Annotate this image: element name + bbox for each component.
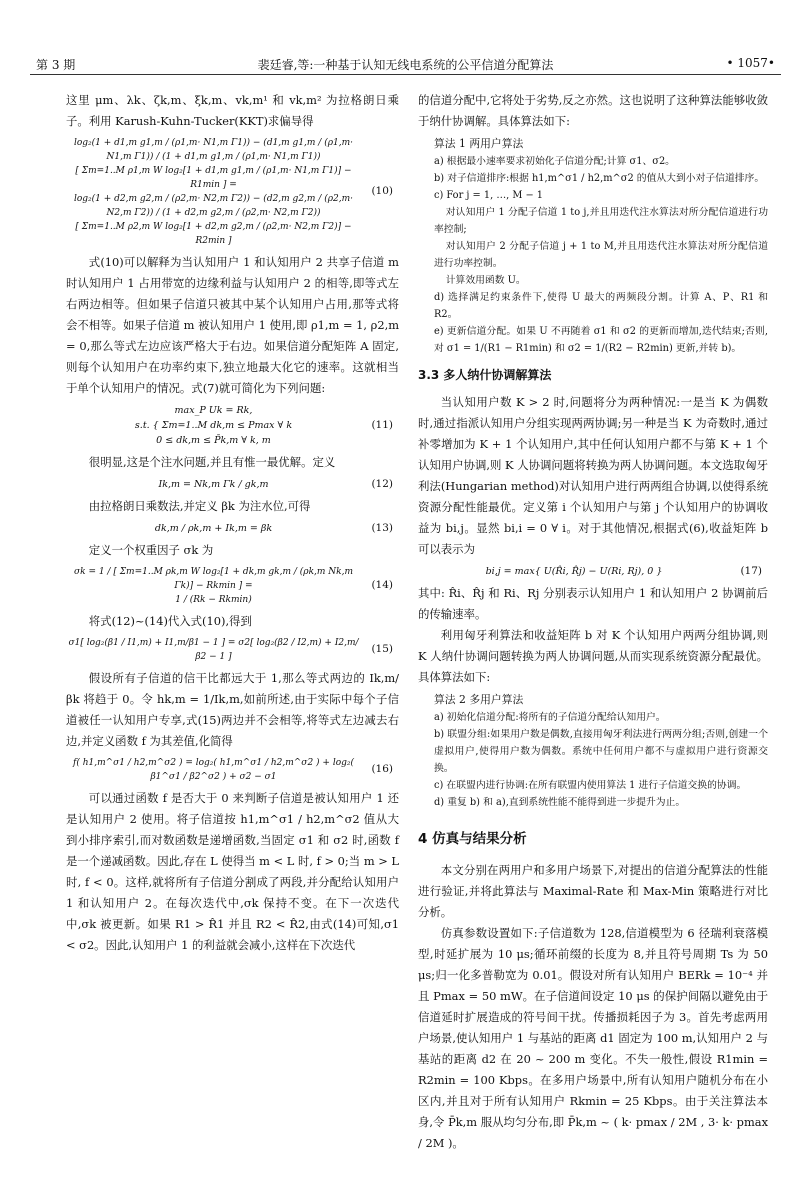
- equation-number: (15): [371, 643, 393, 655]
- equation-number: (16): [371, 763, 393, 775]
- algorithm-step: 对认知用户 1 分配子信道 1 to j,并且用迭代注水算法对所分配信道进行功率控制;: [434, 207, 768, 235]
- running-header: [30, 52, 781, 75]
- left-column: [66, 90, 399, 956]
- equation-14: [66, 565, 399, 607]
- paragraph: 本文分别在两用户和多用户场景下,对提出的信道分配算法的性能进行验证,并将此算法与 Maximal-Rate 和 Max-Min 策略进行对比分析。: [418, 863, 768, 919]
- equation-line: 0 ≤ dk,m ≤ P̄k,m ∀ k, m: [156, 435, 271, 446]
- equation-line: max_P Uk = Rk,: [174, 405, 253, 416]
- equation-11: [66, 403, 399, 448]
- algorithm-step: e) 更新信道分配。如果 U 不再随着 σ1 和 σ2 的更新而增加,迭代结束;否则,对 σ1 = 1/(R1 − R1min) 和 σ2 = 1/(R2 − R2min) 更新,并转 b)。: [434, 326, 768, 354]
- paragraph: 的信道分配中,它将处于劣势,反之亦然。这也说明了这种算法能够收敛于纳什协调解。具体算法如下:: [418, 93, 768, 128]
- paragraph: 利用匈牙利算法和收益矩阵 b 对 K 个认知用户两两分组协调,则 K 人纳什协调问题转换为两人协调问题,从而实现系统资源分配最优。具体算法如下:: [418, 628, 768, 684]
- paragraph: 这里 μm、λk、ζk,m、ξk,m、vk,m¹ 和 vk,m² 为拉格朗日乘子。利用 Karush-Kuhn-Tucker(KKT)求偏导得: [66, 93, 399, 128]
- algorithm-title: 算法 2 多用户算法: [434, 693, 524, 706]
- algorithm-step: d) 重复 b) 和 a),直到系统性能不能得到进一步提升为止。: [434, 797, 686, 808]
- equation-number: (12): [371, 477, 393, 490]
- paragraph: 由拉格朗日乘数法,并定义 βk 为注水位,可得: [88, 499, 311, 513]
- algorithm-step: a) 初始化信道分配:将所有的子信道分配给认知用户。: [434, 712, 666, 723]
- algorithm-step: a) 根据最小速率要求初始化子信道分配;计算 σ1、σ2。: [434, 156, 675, 167]
- equation-line: log₂(1 + d1,m g1,m / (ρ1,m· N1,m Γ1)) − (d1,m g1,m / (ρ1,m· N1,m Γ1)) / (1 + d1,m g1,m / (ρ1,m· N1,m Γ1)): [74, 138, 353, 162]
- paragraph: 将式(12)~(14)代入式(10),得到: [88, 614, 252, 628]
- running-title: 裴廷睿,等:一种基于认知无线电系统的公平信道分配算法: [257, 58, 554, 72]
- algorithm-1: [418, 134, 768, 357]
- equation-10: [66, 136, 399, 248]
- equation-line: [ Σm=1..M ρ2,m W log₂[1 + d2,m g2,m / (ρ2,m· N2,m Γ2)] − R2min ]: [75, 222, 352, 246]
- right-column: [418, 90, 768, 1154]
- equation-16: [66, 756, 399, 784]
- equation-13: [66, 521, 399, 536]
- equation-number: (17): [740, 564, 762, 577]
- issue-number: 第 3 期: [36, 58, 76, 72]
- equation-line: log₂(1 + d2,m g2,m / (ρ2,m· N2,m Γ2)) − (d2,m g2,m / (ρ2,m· N2,m Γ2)) / (1 + d2,m g2,m / (ρ2,m· N2,m Γ2)): [74, 194, 353, 218]
- algorithm-step: c) For j = 1, …, M − 1: [434, 190, 544, 201]
- algorithm-step: b) 联盟分组:如果用户数是偶数,直接用匈牙利法进行两两分组;否则,创建一个虚拟用户,使得用户数为偶数。系统中任何用户都不与虚拟用户进行资源交换。: [434, 729, 768, 774]
- equation-number: (11): [371, 418, 393, 431]
- algorithm-title: 算法 1 两用户算法: [434, 137, 524, 150]
- paragraph: 很明显,这是个注水问题,并且有惟一最优解。定义: [88, 455, 336, 469]
- paragraph: 可以通过函数 f 是否大于 0 来判断子信道是被认知用户 1 还是认知用户 2 使用。将子信道按 h1,m^σ1 / h2,m^σ2 值从大到小排序索引,而对数函数是递增函数,当固定 σ1 和 σ2 时,函数 f 是一个递减函数。因此,存在 L 使得当 m < L 时, f > 0;当 m > L 时, f < 0。这样,就将所有子信道分割成了两段,并分配给认知用户 1 和认知用户 2。在每次迭代中,σk 保持不变。在下一次迭代中,σk 被更新。如果 R1 > R̂1 并且 R2 < R̂2,由式(14)可知,σ1 < σ2。因此,认知用户 1 的利益就会减小,这样在下次迭代: [66, 791, 399, 952]
- page-number: • 1057•: [726, 56, 775, 70]
- section-heading: 3.3 多人纳什协调解算法: [418, 368, 552, 382]
- paragraph: 仿真参数设置如下:子信道数为 128,信道模型为 6 径瑞利衰落模型,时延扩展为 10 μs;循环前缀的长度为 8,并且符号周期 Ts 为 50 μs;归一化多普勒宽为 0.01。假设对所有认知用户 BERk = 10⁻⁴ 并且 Pmax = 50 mW。在子信道间设定 10 μs 的保护间隔以避免由于信道延时扩展造成的符号间干扰。传播损耗因子为 3。首先考虑两用户场景,使认知用户 1 与基站的距离 d1 固定为 100 m,认知用户 2 与基站的距离 d2 在 20 ~ 200 m 变化。不失一般性,假设 R1min = R2min = 100 Kbps。在多用户场景中,所有认知用户随机分布在小区内,并且对于所有认知用户 Rkmin = 25 Kbps。由于关注算法本身,令 P̄k,m 服从均匀分布,即 P̄k,m ~ ( k· pmax / 2M , 3· k· pmax / 2M )。: [418, 926, 768, 1150]
- paragraph: 定义一个权重因子 σk 为: [88, 543, 214, 557]
- paragraph: 当认知用户数 K > 2 时,问题将分为两种情况:一是当 K 为偶数时,通过指派认知用户分组实现两两协调;另一种是当 K 为奇数时,通过补零增加为 K + 1 个认知用户,其中任何认知用户都不与第 K + 1 个认知用户协调,则 K 人协调问题将转换为两人协调问题。本文选取匈牙利法(Hungarian method)对认知用户进行两两组合协调,以使得系统资源分配性能最优。定义第 i 个认知用户与第 j 个认知用户的协调收益为 bi,j。显然 bi,i = 0 ∀ i。对于其他情况,根据式(6),收益矩阵 b 可以表示为: [418, 395, 768, 556]
- section-heading: 4 仿真与结果分析: [418, 831, 527, 847]
- algorithm-2: [418, 690, 768, 811]
- paragraph: 式(10)可以解释为当认知用户 1 和认知用户 2 共享子信道 m 时认知用户 1 占用带宽的边缘利益与认知用户 2 的相等,即等式左右两边相等。但如果子信道只被其中某个认知用户占用,那等式将会不相等。如果子信道 m 被认知用户 1 使用,即 ρ1,m = 1, ρ2,m = 0,那么等式左边应该严格大于右边。如果信道分配矩阵 A 固定,则每个认知用户在功率约束下,独立地最大化它的速率。这就相当于单个认知用户的情况。式(7)就可简化为下列问题:: [66, 255, 399, 395]
- paragraph: 假设所有子信道的信干比都远大于 1,那么等式两边的 Ik,m/βk 将趋于 0。令 hk,m = 1/Ik,m,如前所述,由于实际中每个子信道被任一认知用户专享,式(15)两边并不会相等,将等式左边减去右边,并定义函数 f 为其差值,化简得: [66, 671, 399, 748]
- equation-line: σk = 1 / [ Σm=1..M ρk,m W log₂[1 + dk,m gk,m / (ρk,m Nk,m Γk)] − Rkmin ] =: [73, 567, 354, 591]
- algorithm-step: d) 选择满足约束条件下,使得 U 最大的两频段分割。计算 A、P、R1 和 R2。: [434, 292, 768, 320]
- equation-12: [66, 477, 399, 492]
- equation-line: Ik,m = Nk,m Γk / gk,m: [158, 479, 269, 490]
- equation-15: [66, 636, 399, 664]
- equation-17: [418, 564, 768, 579]
- equation-number: (13): [371, 521, 393, 534]
- equation-line: bi,j = max{ U(R̂i, R̂j) − U(Ri, Rj), 0 }: [485, 566, 663, 577]
- equation-line: σ1[ log₂(β1 / I1,m) + I1,m/β1 − 1 ] = σ2[ log₂(β2 / I2,m) + I2,m/β2 − 1 ]: [68, 638, 359, 662]
- equation-line: [ Σm=1..M ρ1,m W log₂[1 + d1,m g1,m / (ρ1,m· N1,m Γ1)] − R1min ] =: [75, 166, 352, 190]
- algorithm-step: 计算效用函数 U。: [445, 275, 526, 286]
- algorithm-step: c) 在联盟内进行协调:在所有联盟内使用算法 1 进行子信道交换的协调。: [434, 780, 747, 791]
- equation-line: f( h1,m^σ1 / h2,m^σ2 ) = log₂( h1,m^σ1 / h2,m^σ2 ) + log₂( β1^σ1 / β2^σ2 ) + σ2 − σ1: [72, 758, 354, 782]
- algorithm-step: b) 对子信道排序:根据 h1,m^σ1 / h2,m^σ2 的值从大到小对子信道排序。: [434, 173, 765, 184]
- paragraph: 其中: R̂i、R̂j 和 Ri、Rj 分别表示认知用户 1 和认知用户 2 协调前后的传输速率。: [418, 586, 768, 621]
- algorithm-step: 对认知用户 2 分配子信道 j + 1 to M,并且用迭代注水算法对所分配信道进行功率控制。: [434, 241, 768, 269]
- equation-line: s.t. { Σm=1..M dk,m ≤ Pmax ∀ k: [134, 420, 293, 431]
- equation-number: (10): [371, 185, 393, 197]
- equation-number: (14): [371, 579, 393, 591]
- equation-line: dk,m / ρk,m + Ik,m = βk: [154, 523, 273, 534]
- equation-line: 1 / (Rk − Rkmin): [175, 595, 252, 605]
